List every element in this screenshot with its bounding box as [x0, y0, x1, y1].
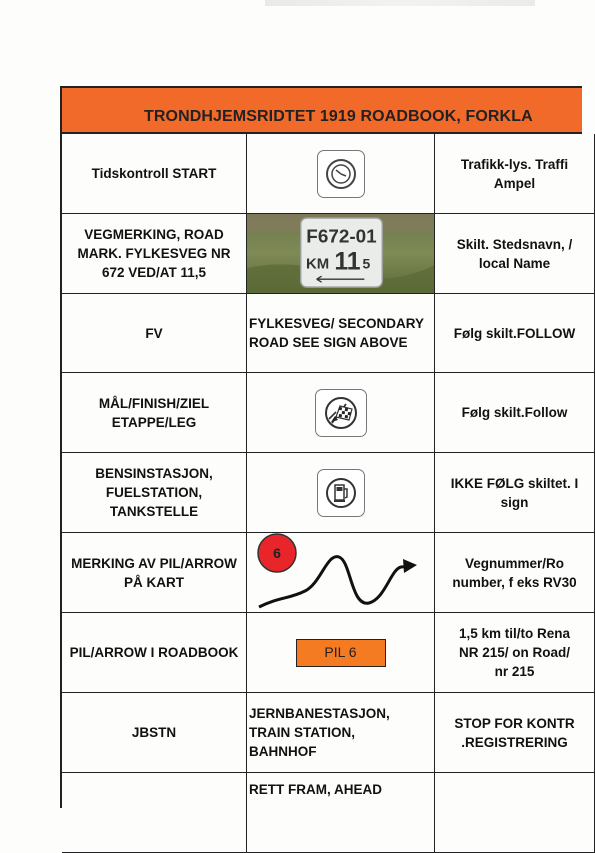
svg-text:11: 11: [334, 248, 361, 276]
cell-label: 1,5 km til/to Rena NR 215/ on Road/ nr 215: [458, 626, 571, 679]
page-title: TRONDHJEMSRIDTET 1919 ROADBOOK, FORKLA: [144, 108, 533, 125]
table-cell: [62, 453, 247, 533]
table-cell: [247, 773, 435, 853]
table-cell: [62, 693, 247, 773]
cell-label: Trafikk-lys. Traffi Ampel: [460, 156, 569, 191]
cell-label: MÅL/FINISH/ZIEL ETAPPE/LEG: [98, 395, 210, 430]
table-cell: [247, 214, 435, 294]
cell-label: Skilt. Stedsnavn, / local Name: [456, 236, 573, 271]
cell-label: PIL/ARROW I ROADBOOK: [69, 645, 239, 660]
cell-label: BENSINSTASJON, FUELSTATION, TANKSTELLE: [95, 466, 213, 519]
table-cell: [435, 773, 595, 853]
cell-label: IKKE FØLG skiltet. I sign: [450, 475, 579, 510]
table-cell: [62, 214, 247, 294]
table-cell: [435, 613, 595, 693]
table-cell: [62, 373, 247, 453]
table-cell: [62, 134, 247, 214]
table-cell: [62, 533, 247, 613]
clock-icon: [317, 150, 365, 198]
table-cell: [435, 453, 595, 533]
table-cell: [62, 773, 247, 853]
svg-text:5: 5: [362, 255, 371, 272]
cell-label: MERKING AV PIL/ARROW PÅ KART: [71, 555, 237, 590]
table-cell: [247, 294, 435, 373]
cell-label: Vegnummer/Ro number, f eks RV30: [452, 555, 577, 590]
scan-bleed-through: [265, 0, 535, 6]
cell-label: Følg skilt.FOLLOW: [453, 325, 576, 341]
table-cell: [435, 693, 595, 773]
marker-line1: F672-01: [306, 225, 377, 247]
cell-label: FYLKESVEG/ SECONDARY ROAD SEE SIGN ABOVE: [249, 316, 425, 350]
cell-label: JERNBANESTASJON, TRAIN STATION, BAHNHOF: [249, 706, 390, 759]
table-cell: [435, 134, 595, 214]
table-cell: [435, 373, 595, 453]
checkered-flag-icon: [315, 389, 367, 437]
table-cell: [247, 613, 435, 693]
cell-label: FV: [145, 325, 163, 341]
table-cell: [435, 214, 595, 294]
table-cell: [62, 613, 247, 693]
table-cell: [435, 294, 595, 373]
table-cell: [435, 533, 595, 613]
table-cell: [247, 533, 435, 613]
roadbook-legend-table: [60, 86, 582, 808]
table-cell: [247, 453, 435, 533]
cell-label: JBSTN: [131, 725, 177, 740]
marker-number: 6: [272, 544, 281, 561]
table-header: [62, 88, 582, 134]
table-cell: [62, 294, 247, 373]
table-cell: [247, 134, 435, 214]
road-marker-photo: [247, 214, 434, 293]
cell-label: Følg skilt.Follow: [461, 405, 568, 420]
pil-label-box: PIL 6: [296, 639, 386, 667]
svg-text:KM: KM: [306, 256, 330, 273]
cell-label: RETT FRAM, AHEAD: [249, 782, 382, 797]
table-cell: [247, 373, 435, 453]
table-cell: [247, 693, 435, 773]
cell-label: STOP FOR KONTR .REGISTRERING: [454, 715, 575, 750]
cell-label: Tidskontroll START: [91, 166, 217, 181]
cell-label: VEGMERKING, ROAD MARK. FYLKESVEG NR 672 VED/AT 11,5: [77, 227, 231, 280]
fuel-pump-icon: [317, 469, 365, 517]
route-arrow-marker: [247, 533, 435, 613]
